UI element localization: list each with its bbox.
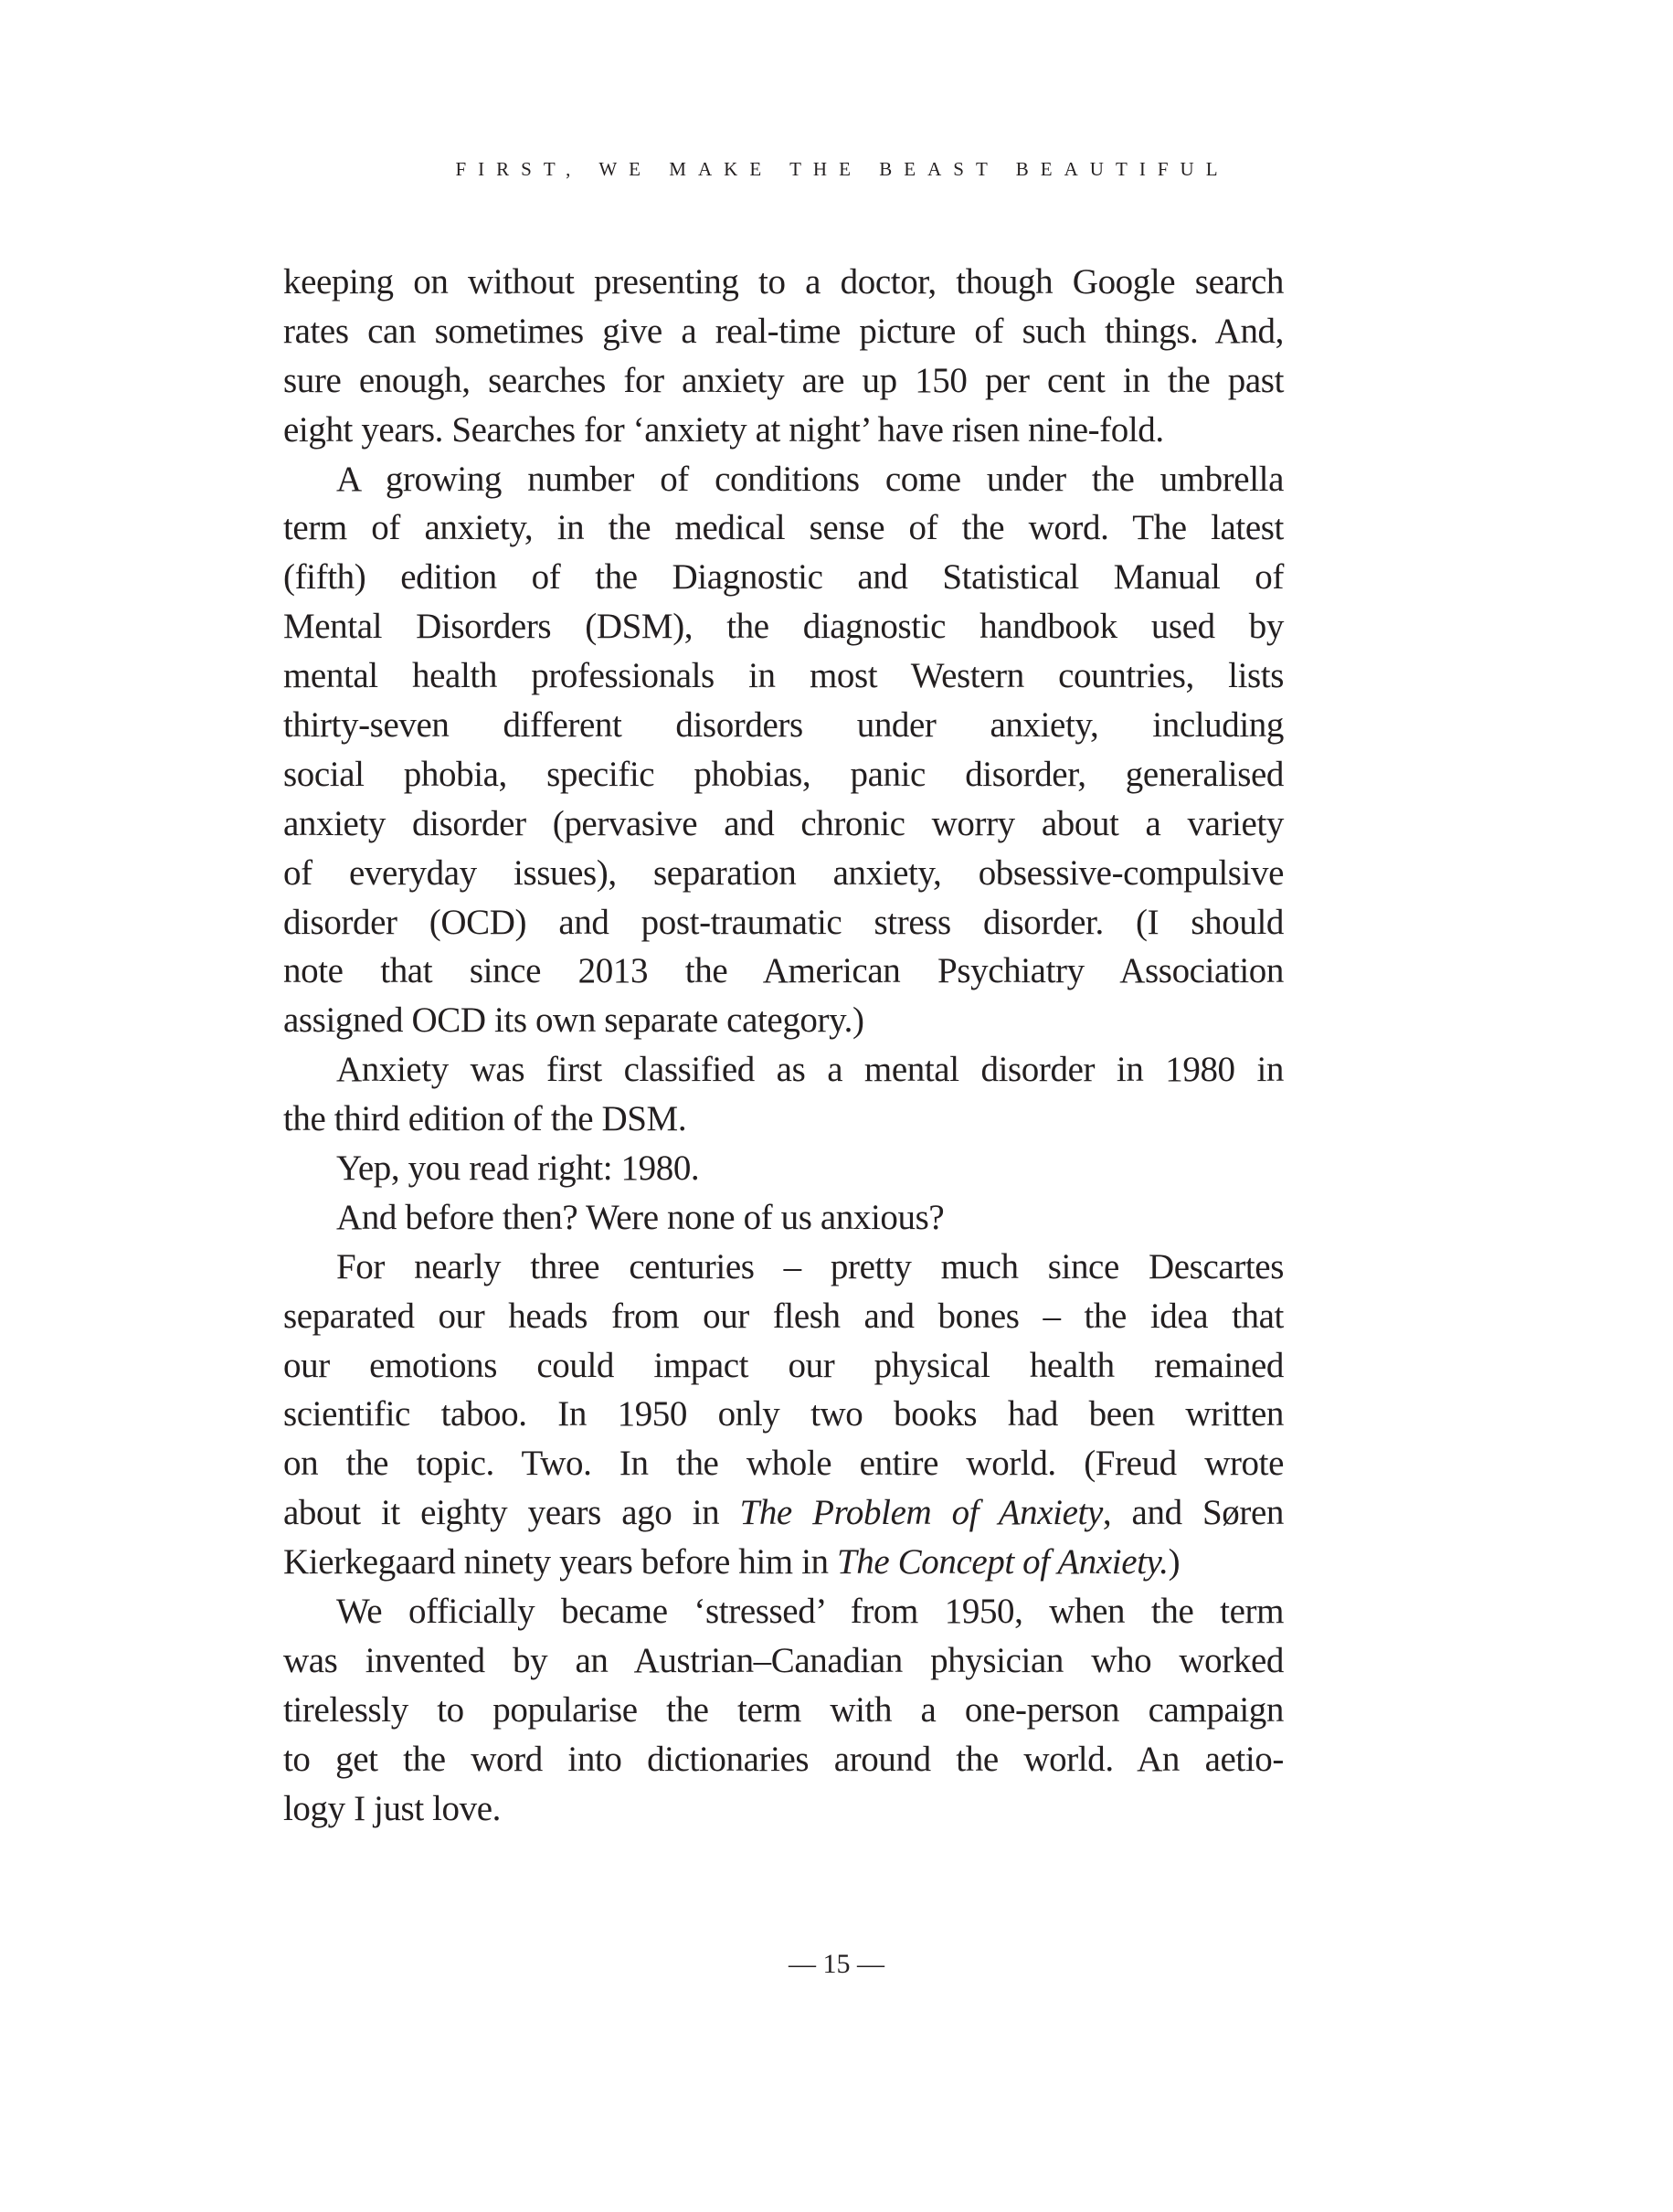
text-run: Anxiety was first classified as a mental disorder in 1980 in: [336, 1050, 1284, 1090]
text-line: [283, 1292, 1284, 1341]
text-line: [283, 1390, 1284, 1439]
text-run: , and Søren: [1102, 1493, 1284, 1533]
text-line: [283, 1735, 1284, 1784]
text-run: scientific taboo. In 1950 only two books had been written: [283, 1394, 1284, 1434]
text-run: And before then? Were none of us anxious?: [336, 1197, 945, 1237]
text-line: [283, 1243, 1284, 1292]
text-run: tirelessly to popularise the term with a one-person campaign: [283, 1689, 1284, 1730]
text-run: separated our heads from our flesh and bones – the idea that: [283, 1296, 1284, 1336]
text-line: [283, 1538, 1284, 1587]
text-run: We officially became ‘stressed’ from 1950, when the term: [336, 1592, 1284, 1632]
running-head: FIRST, WE MAKE THE BEAST BEAUTIFUL: [455, 158, 1230, 180]
text-run: assigned OCD its own separate category.): [283, 1000, 864, 1041]
text-run: the third edition of the DSM.: [283, 1099, 687, 1139]
text-line: [283, 1193, 1284, 1243]
text-run: eight years. Searches for ‘anxiety at night’ have risen nine-fold.: [283, 409, 1164, 450]
text-line: [283, 553, 1284, 602]
text-line: [283, 701, 1284, 750]
page-number: — 15 —: [789, 1949, 884, 1979]
text-run: on the topic. Two. In the whole entire world. (Freud wrote: [283, 1444, 1284, 1484]
text-line: [283, 307, 1284, 356]
text-line: [283, 1045, 1284, 1095]
text-run: A growing number of conditions come under the umbrella: [336, 459, 1284, 499]
text-line: [283, 258, 1284, 307]
text-line: [283, 947, 1284, 996]
text-run: mental health professionals in most Western countries, lists: [283, 656, 1284, 696]
text-line: [283, 602, 1284, 651]
text-run: (fifth) edition of the Diagnostic and Statistical Manual of: [283, 557, 1284, 598]
text-line: [283, 1587, 1284, 1636]
text-line: [283, 898, 1284, 947]
text-line: [283, 750, 1284, 799]
text-run: anxiety disorder (pervasive and chronic worry about a variety: [283, 803, 1284, 843]
book-title: The Problem of Anxiety: [739, 1493, 1103, 1533]
text-run: Mental Disorders (DSM), the diagnostic handbook used by: [283, 607, 1284, 647]
text-run: Yep, you read right: 1980.: [336, 1148, 700, 1189]
text-run: was invented by an Austrian–Canadian physician who worked: [283, 1640, 1284, 1680]
text-run: Kierkegaard ninety years before him in: [283, 1542, 837, 1582]
text-run: note that since 2013 the American Psychiatry Association: [283, 951, 1284, 991]
text-line: [283, 1439, 1284, 1488]
text-run: to get the word into dictionaries around the world. An aetio-: [283, 1739, 1284, 1779]
book-title: The Concept of Anxiety.: [836, 1542, 1169, 1582]
text-line: [283, 996, 1284, 1045]
text-run: logy I just love.: [283, 1788, 502, 1828]
text-line: [283, 1341, 1284, 1391]
text-line: [283, 1095, 1284, 1144]
text-run: of everyday issues), separation anxiety, obsessive-compulsive: [283, 852, 1284, 893]
text-run: social phobia, specific phobias, panic disorder, generalised: [283, 754, 1284, 794]
text-run: sure enough, searches for anxiety are up 150 per cent in the past: [283, 360, 1284, 400]
text-run: term of anxiety, in the medical sense of the word. The latest: [283, 508, 1284, 548]
text-line: [283, 849, 1284, 898]
text-line: [283, 356, 1284, 406]
text-line: [283, 1686, 1284, 1735]
body-text: [283, 258, 1284, 1834]
text-run: rates can sometimes give a real-time picture of such things. And,: [283, 311, 1284, 351]
text-run: our emotions could impact our physical health remained: [283, 1345, 1284, 1385]
text-run: about it eighty years ago in: [283, 1493, 740, 1533]
text-run: For nearly three centuries – pretty much since Descartes: [336, 1246, 1284, 1286]
text-line: [283, 455, 1284, 504]
text-line: [283, 1144, 1284, 1193]
text-line: [283, 406, 1284, 455]
text-run: disorder (OCD) and post-traumatic stress disorder. (I should: [283, 902, 1284, 942]
text-run: ): [1168, 1542, 1181, 1582]
text-line: [283, 1488, 1284, 1538]
text-line: [283, 1784, 1284, 1834]
text-line: [283, 1636, 1284, 1686]
text-line: [283, 651, 1284, 701]
text-line: [283, 503, 1284, 553]
text-run: keeping on without presenting to a doctor, though Google search: [283, 262, 1284, 302]
text-run: thirty-seven different disorders under anxiety, including: [283, 705, 1284, 746]
text-line: [283, 799, 1284, 849]
